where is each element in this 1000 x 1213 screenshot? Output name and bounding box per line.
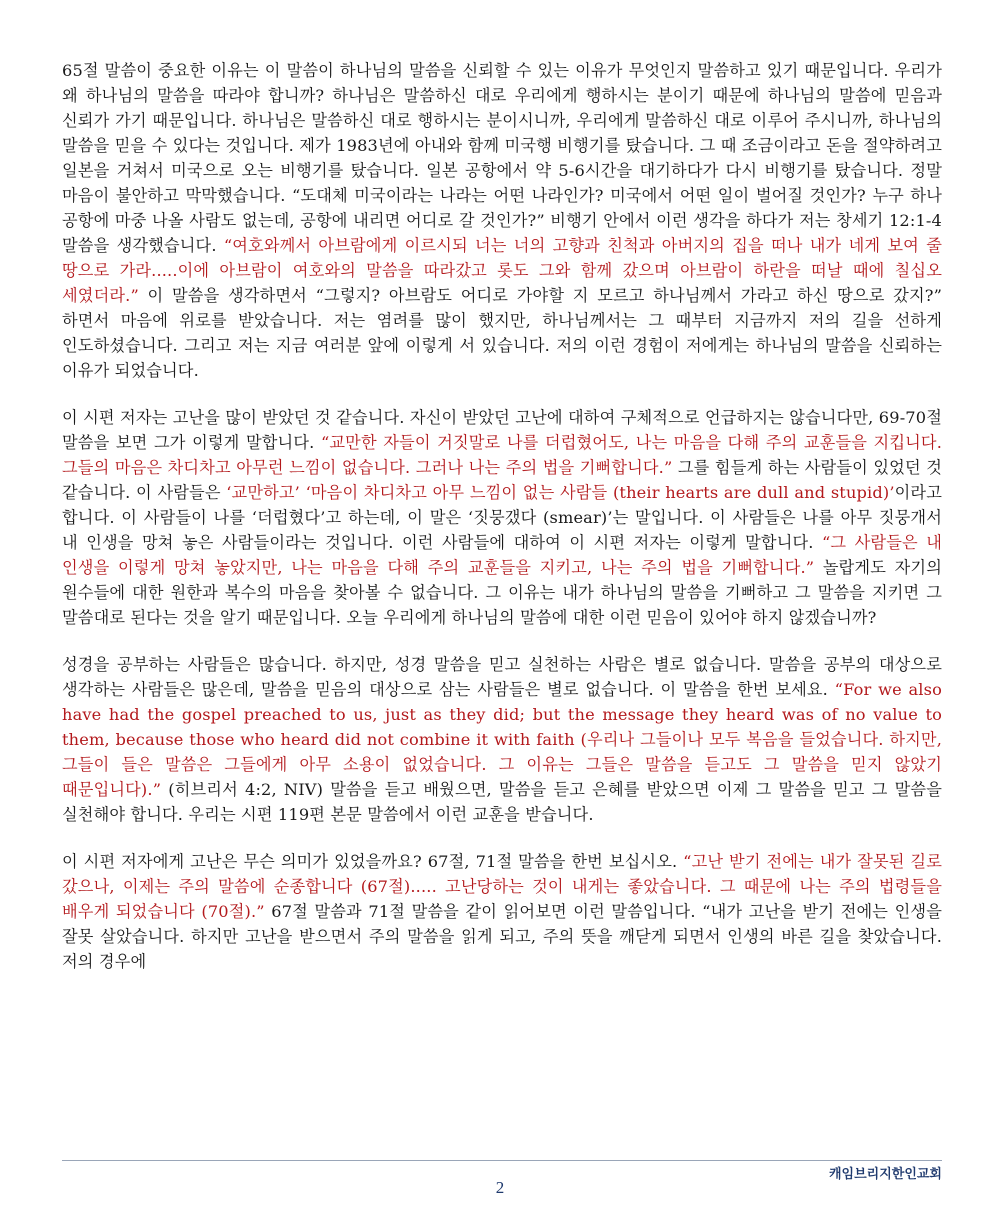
paragraph-2-text: 이 시편 저자는 고난을 많이 받았던 것 같습니다. 자신이 받았던 고난에 대하여 구체적으로 언급하지는 않습니다만, 69-70절 말씀을 보면 그가 이렇게 말합니다.: [62, 408, 942, 452]
scripture-paraphrase: “그 사람들은 내 인생을 이렇게 망쳐 놓았지만, 나는 마음을 다해 주의 교훈들을 지키고, 나는 주의 법을 기뻐합니다.”: [62, 533, 942, 577]
paragraph-1: [62, 58, 942, 383]
paragraph-4-text: 이 시편 저자에게 고난은 무슨 의미가 있었을까요? 67절, 71절 말씀을 한번 보십시오.: [62, 852, 684, 871]
church-name: 캐임브리지한인교회: [828, 1167, 942, 1182]
scripture-quote-genesis: “여호와께서 아브람에게 이르시되 너는 너의 고향과 친척과 아버지의 집을 떠나 내가 네게 보여 줄 땅으로 가라.....이에 아브람이 여호와의 말씀을 따라갔고 롯도 그와 함께 갔으며 아브람이 하란을 떠날 때에 칠십오 세였더라.”: [62, 236, 942, 305]
paragraph-2: [62, 405, 942, 630]
paragraph-4: [62, 849, 942, 974]
document-body: [62, 58, 942, 996]
page-number: 2: [495, 1178, 505, 1197]
paragraph-3-text: 성경을 공부하는 사람들은 많습니다. 하지만, 성경 말씀을 믿고 실천하는 사람은 별로 없습니다. 말씀을 공부의 대상으로 생각하는 사람들은 많은데, 말씀을 믿음의 대상으로 삼는 사람들은 별로 없습니다. 이 말씀을 한번 보세요.: [62, 655, 942, 699]
paragraph-2-text-cont-3: 놀랍게도 자기의 원수들에 대한 원한과 복수의 마음을 찾아볼 수 없습니다. 그 이유는 내가 하나님의 말씀을 기뻐하고 그 말씀을 지키면 그 말씀대로 된다는 것을 알기 때문입니다. 오늘 우리에게 하나님의 말씀에 대한 이런 믿음이 있어야 하지 않겠습니까?: [62, 558, 942, 627]
paragraph-1-text: 65절 말씀이 중요한 이유는 이 말씀이 하나님의 말씀을 신뢰할 수 있는 이유가 무엇인지 말씀하고 있기 때문입니다. 우리가 왜 하나님의 말씀을 따라야 합니까? 하나님은 말씀하신 대로 우리에게 행하시는 분이기 때문에 하나님의 말씀에 믿음과 신뢰가 가기 때문입니다. 하나님은 말씀하신 대로 행하시는 분이시니까, 우리에게 말씀하신 대로 이루어 주시니까, 하나님의 말씀을 믿을 수 있다는 것입니다. 제가 1983년에 아내와 함께 미국행 비행기를 탔습니다. 그 때 조금이라고 돈을 절약하려고 일본을 거쳐서 미국으로 오는 비행기를 탔습니다. 일본 공항에서 약 5-6시간을 대기하다가 다시 비행기를 탔습니다. 정말 마음이 불안하고 막막했습니다. “도대체 미국이라는 나라는 어떤 나라인가? 미국에서 어떤 일이 벌어질 것인가? 누구 하나 공항에 마중 나올 사람도 없는데, 공항에 내리면 어디로 갈 것인가?” 비행기 안에서 이런 생각을 하다가 저는 창세기 12:1-4 말씀을 생각했습니다.: [62, 61, 942, 255]
paragraph-2-text-cont-2: 이라고 합니다. 이 사람들이 나를 ‘더럽혔다’고 하는데, 이 말은 ‘짓뭉갰다 (smear)’는 말입니다. 이 사람들은 나를 아무 짓뭉개서 내 인생을 망쳐 놓은 사람들이라는 것입니다. 이런 사람들에 대하여 이 시편 저자는 이렇게 말합니다.: [62, 483, 943, 552]
footer-divider: [62, 1160, 942, 1161]
paragraph-2-text-cont: 그를 힘들게 하는 사람들이 있었던 것 같습니다. 이 사람들은: [62, 458, 942, 502]
paragraph-1-text-cont: 이 말씀을 생각하면서 “그렇지? 아브람도 어디로 가야할 지 모르고 하나님께서 가라고 하신 땅으로 갔지?” 하면서 마음에 위로를 받았습니다. 저는 염려를 많이 했지만, 하나님께서는 그 때부터 지금까지 저의 길을 선하게 인도하셨습니다. 그리고 저는 지금 여러분 앞에 이렇게 서 있습니다. 저의 이런 경험이 저에게는 하나님의 말씀을 신뢰하는 이유가 되었습니다.: [62, 286, 942, 380]
scripture-quote-psalm-67-71: “고난 받기 전에는 내가 잘못된 길로 갔으나, 이제는 주의 말씀에 순종합니다 (67절)..... 고난당하는 것이 내게는 좋았습니다. 그 때문에 나는 주의 법령들을 배우게 되었습니다 (70절).”: [62, 852, 942, 921]
quoted-phrase-proud: ‘교만하고’ ‘마음이 차디차고 아무 느낌이 없는 사람들 (their hearts are dull and stupid)’: [226, 483, 895, 502]
scripture-quote-hebrews: “For we also have had the gospel preached to us, just as they did; but the message they heard was of no value to them, because those who heard did not combine it with faith (우리나 그들이나 모두 복음을 들었습니다. 하지만, 그들이 들은 말씀은 그들에게 아무 소용이 없었습니다. 그 이유는 그들은 말씀을 듣고도 그 말씀을 믿지 않았기 때문입니다).”: [62, 680, 942, 799]
paragraph-4-text-cont: 67절 말씀과 71절 말씀을 같이 읽어보면 이런 말씀입니다. “내가 고난을 받기 전에는 인생을 잘못 살았습니다. 하지만 고난을 받으면서 주의 말씀을 읽게 되고, 주의 뜻을 깨닫게 되면서 인생의 바른 길을 찾았습니다. 저의 경우에: [62, 902, 942, 971]
paragraph-3-text-cont: (히브리서 4:2, NIV) 말씀을 듣고 배웠으면, 말씀을 듣고 은혜를 받았으면 이제 그 말씀을 믿고 그 말씀을 실천해야 합니다. 우리는 시편 119편 본문 말씀에서 이런 교훈을 받습니다.: [62, 780, 942, 824]
scripture-quote-psalm-69-70: “교만한 자들이 거짓말로 나를 더럽혔어도, 나는 마음을 다해 주의 교훈들을 지킵니다. 그들의 마음은 차디차고 아무런 느낌이 없습니다. 그러나 나는 주의 법을 기뻐합니다.”: [62, 433, 942, 477]
paragraph-3: [62, 652, 942, 827]
